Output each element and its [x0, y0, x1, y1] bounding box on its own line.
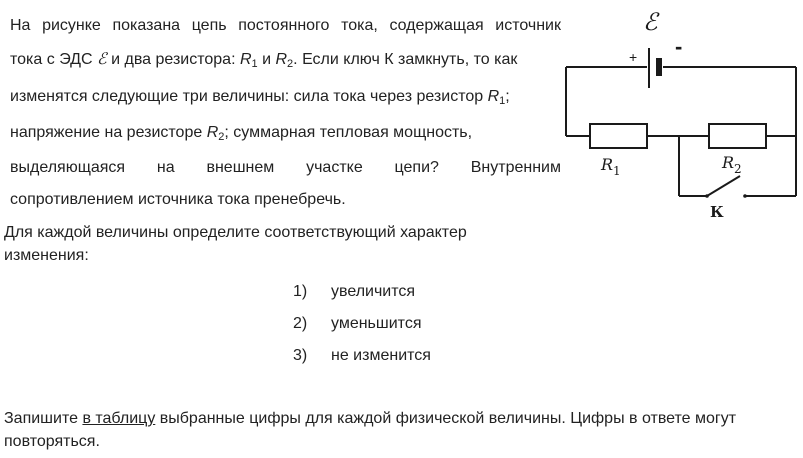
instruction-line-1: Для каждой величины определите соответствующий характер	[4, 224, 467, 241]
r1-label-letter: R	[601, 155, 614, 174]
emf-label: ℰ	[643, 8, 658, 36]
key-blade	[707, 176, 740, 196]
battery-plus-label: +	[629, 49, 638, 65]
r1-symbol: $R_1$	[239, 51, 258, 70]
problem-line-3: изменятся следующие три величины: сила тока через резистор $R_1$;	[10, 88, 510, 107]
emf-symbol: ℰ	[97, 49, 107, 68]
underlined-phrase: в таблицу	[82, 410, 156, 427]
r1-symbol: $R_1$	[487, 88, 506, 107]
circuit-diagram	[560, 0, 803, 230]
key-contact-left	[705, 194, 709, 198]
option-2: 2) уменьшится	[293, 315, 422, 332]
resistor-r1	[590, 124, 647, 148]
problem-line-5: выделяющаяся на внешнем участке цепи? Внутренним	[10, 159, 561, 176]
r1-label-index: 1	[613, 164, 621, 178]
r2-symbol: $R_2$	[206, 124, 225, 143]
battery-minus-label: -	[675, 34, 683, 59]
r2-symbol: $R_2$	[275, 51, 294, 70]
problem-line-1: На рисунке показана цепь постоянного тока, содержащая источник	[10, 17, 561, 34]
problem-line-6: сопротивлением источника тока пренебречь.	[10, 191, 346, 208]
instruction-line-2: изменения:	[4, 247, 89, 264]
r2-label-letter: R	[722, 153, 735, 172]
key-label: К	[710, 203, 724, 221]
option-3: 3) не изменится	[293, 347, 431, 364]
footer-line-2: повторяться.	[4, 433, 100, 450]
footer-line-1: Запишите в таблицу выбранные цифры для каждой физической величины. Цифры в ответе могут	[4, 410, 737, 427]
option-1: 1) увеличится	[293, 283, 416, 300]
resistor-r2	[709, 124, 766, 148]
key-contact-right	[743, 194, 747, 198]
problem-line-4: напряжение на резисторе $R_2$; суммарная тепловая мощность,	[10, 124, 473, 143]
problem-line-2: тока с ЭДС ℰ и два резистора: $R_1$ и $R_2$. Если ключ К замкнуть, то как	[10, 49, 518, 70]
r2-label-index: 2	[734, 162, 742, 176]
